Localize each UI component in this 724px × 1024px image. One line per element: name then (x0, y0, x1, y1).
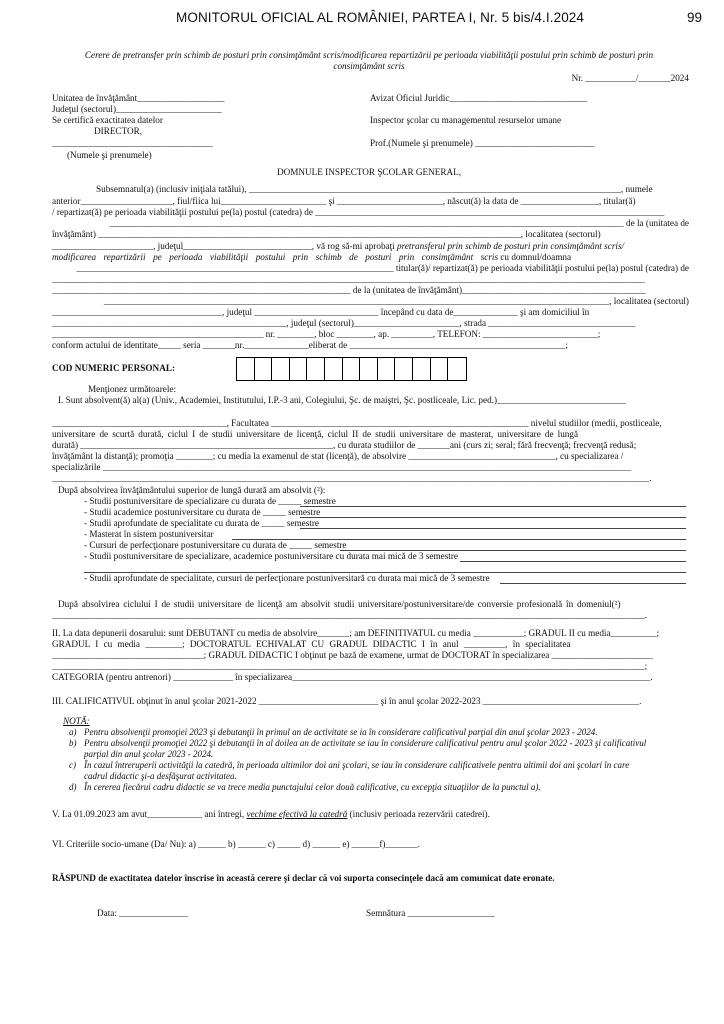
note-key: a) (69, 727, 77, 737)
note-c-continued: cadrul didactic şi-a desfăşurat activitatea. (84, 771, 237, 781)
post-study-item: - Studii academice postuniversitare cu durata de _____ semestre (84, 507, 321, 517)
note-c (69, 760, 689, 771)
school-unit-field: Unitatea de învăţământ___________________ (52, 93, 225, 103)
body-line-14: ______________________________________________ nr. ________, bloc ________, ap. _________, TELEFON: _________________________; (52, 329, 601, 339)
mention-label: Menţionez următoarele: (88, 384, 177, 394)
note-text: Pentru absolvenţii promoţiei 2022 şi debutanţii în al doilea an de activitate se iau în considerare calificativul pentru anul şcolar 2022 - 2023 şi calificativul (84, 738, 647, 748)
form-subject-line-2: consimţământ scris (333, 61, 405, 71)
post-study-item: - Studii aprofundate de specialitate, cursuri de perfecţionare postuniversitară cu durata mai mică de 3 semestre (84, 573, 490, 583)
note-b-continued: parţial din anul şcolar 2023 - 2024. (84, 749, 214, 759)
education-line-6: specializările ___________________________________________________________________________________________________________________ (52, 462, 632, 472)
education-line-3: universitare de scurtă durată, ciclul I de studii universitare de licenţă, ciclul II de studii universitare de masterat, universitare de lungă (52, 429, 579, 439)
post-study-item: - Studii postuniversitare de specializare cu durata de _____ semestre (84, 496, 336, 506)
section-5-seniority (52, 809, 490, 820)
cnp-digit-box[interactable] (290, 358, 308, 380)
salutation: DOMNULE INSPECTOR ŞCOLAR GENERAL, (276, 167, 462, 177)
cnp-digit-box[interactable] (343, 358, 361, 380)
seniority-emphasis: vechime efectivă la catedră (246, 809, 348, 819)
registration-number: Nr. ___________/_______2024 (571, 73, 689, 83)
date-field: Data: _______________ (97, 908, 189, 918)
post-studies-intro: După absolvirea învăţământului superior de lungă durată am absolvit (²): (58, 485, 326, 495)
section-2-line-3: _________________________________; GRADUL DIDACTIC I obţinut pe bază de examene, urmat de DOCTORAT în specializarea ______________________ (52, 650, 653, 660)
page-header (0, 10, 724, 30)
body-line-7-partner: cu domnul/doamna (500, 252, 572, 262)
cnp-digit-box[interactable] (413, 358, 431, 380)
note-a (69, 727, 689, 738)
body-line-12: _____________________________________, judeţul ___________________________ începând cu data de______________ şi am domiciliul în (52, 307, 590, 317)
cnp-digit-box[interactable] (378, 358, 396, 380)
note-text: Pentru absolvenţii promoţiei 2023 şi debutanţii în primul an de activitate se ia în considerare calificativul parţial din anul şcolar 2023 - 2024. (84, 727, 598, 737)
body-line-15: conform actului de identitate_____ seria _______nr.______________eliberat de _______________________________________________; (52, 340, 568, 350)
education-line-1: I. Sunt absolvent(ă) al(a) (Univ., Academiei, Institutului, I.P.-3 ani, Colegiului, Şc. de maiştri, Şc. postliceale, Lic. ped.)____________________________ (58, 395, 626, 405)
signature-field: Semnătura ___________________ (366, 908, 495, 918)
education-line-5: învăţământ la distanţă); promoţia ________; cu media la examenul de stat (licenţă), de absolvire ________________________________, cu specializarea / (52, 451, 624, 461)
cnp-digit-box[interactable] (272, 358, 290, 380)
body-line-2: anterior____________________, fiul/fiica lui_______________________ şi _______________________, născut(ă) la data de _________________, titular(ă) (52, 196, 636, 206)
cnp-digit-box[interactable] (237, 358, 255, 380)
body-line-13: ___________________________________________________, judeţul (sectorul)_______________________, strada ________________________________ (52, 318, 636, 328)
body-line-3: / repartizat(ă) pe perioada viabilităţii postului pe(la) postul (catedra) de ____________________________________________________________________________ (52, 207, 665, 217)
body-line-6-text: ______________________, judeţul____________________________, vă rog să-mi aprobaţi (52, 241, 395, 251)
note-text: În cazul întreruperii activităţii la catedră, în perioada ultimilor doi ani şcolari, se iau în considerare calificativele pentru ultimii doi ani şcolari în care (84, 760, 630, 770)
note-key: b) (69, 738, 77, 748)
director-signature-line: ___________________________________ (52, 138, 213, 148)
body-line-7 (52, 252, 689, 263)
fill-line (460, 561, 686, 562)
fill-line (300, 506, 686, 507)
section-2-line-4: _________________________________________________________________________________________________________________________________; (52, 661, 648, 671)
post-study-item: - Studii postuniversitare de specializare, academice postuniversitare cu durata mai mică de 3 semestre (84, 551, 458, 561)
body-line-7-request: modificarea repartizării pe perioada viabilităţii postului prin schimb de posturi prin consimţământ scris (52, 252, 499, 262)
body-line-10: _________________________________________________________________ de la (unitatea de învăţământ)________________________________________ (52, 285, 646, 295)
post-study-item: - Studii aprofundate de specialitate cu durata de _____ semestre (84, 518, 319, 528)
fill-line (232, 539, 686, 540)
county-field: Judeţul (sectorul)_______________________ (52, 104, 222, 114)
note-b (69, 738, 689, 749)
body-line-6-request: pretransferul prin schimb de posturi prin consimţământ scris/ (397, 241, 625, 251)
education-line-2: ______________________________________, Facultatea ________________________________________________________ nivelul studiilor (medii, postliceale, (52, 418, 662, 428)
body-line-4: ________________________________________________________________________________________________________________ de la (unitatea de (109, 218, 689, 228)
seniority-prefix: V. La 01.09.2023 am avut____________ ani întregi, (52, 809, 245, 819)
declaration: RĂSPUND de exactitatea datelor înscrise în această cerere şi declar că voi suporta consecinţele dacă am comunicat date eronate. (52, 873, 555, 883)
cnp-label: COD NUMERIC PERSONAL: (52, 363, 176, 373)
body-line-1: Subsemnatul(a) (inclusiv iniţiala tatălui), _________________________________________________________________________________, numele (96, 184, 653, 194)
note-key: d) (69, 782, 77, 792)
cnp-digit-box[interactable] (395, 358, 413, 380)
cnp-digit-box[interactable] (448, 358, 466, 380)
body-line-11: ______________________________________________________________________________________________________________, localitatea (sectorul) (103, 296, 689, 306)
section-2-line-1: II. La data depunerii dosarului: sunt DEBUTANT cu media de absolvire_______; am DEFINITIVATUL cu media ___________; GRADUL II cu media__________; (52, 628, 660, 638)
hr-inspector-label: Inspector şcolar cu managementul resurselor umane (370, 115, 562, 125)
section-3-qualifications: III. CALIFICATIVUL obţinut în anul şcolar 2021-2022 __________________________ şi în anul şcolar 2022-2023 __________________________________. (52, 696, 642, 706)
form-subject-line-1: Cerere de pretransfer prin schimb de posturi prin consimţământ scris/modificarea repartizării pe perioada viabilităţii postului prin schimb de posturi prin (84, 50, 654, 60)
section-2-line-2: GRADUL I cu media ________; DOCTORATUL ECHIVALAT CU GRADUL DIDACTIC I în anul _________, în specialitatea (52, 639, 571, 649)
gazette-title: MONITORUL OFICIAL AL ROMÂNIEI, PARTEA I, Nr. 5 bis/4.I.2024 (176, 10, 585, 25)
body-line-6 (52, 241, 624, 252)
body-line-9: _________________________________________________________________________________________________________________________________ (52, 274, 645, 284)
body-line-8: _____________________________________________________________________ titular(ă)/ repartizat(ă) pe perioada viabilităţii postului pe(la) postul (catedra) de (76, 263, 689, 273)
post-study-item: - Masterat în sistem postuniversitar (84, 529, 214, 539)
cnp-digit-box[interactable] (325, 358, 343, 380)
cnp-digit-box[interactable] (431, 358, 449, 380)
note-d (69, 782, 689, 793)
fill-line (340, 550, 686, 551)
education-line-4: durată) _______________________________________________________, cu durata studiilor de _______ani (curs zi; seral; fără frecvenţă; frecvenţă redusă; (52, 440, 637, 450)
certification-note: Se certifică exactitatea datelor (52, 115, 163, 125)
fill-line (500, 583, 686, 584)
cnp-digit-box[interactable] (307, 358, 325, 380)
cnp-digit-box[interactable] (255, 358, 273, 380)
post-study-item: - Cursuri de perfecţionare postuniversitare cu durata de _____ semestre (84, 540, 347, 550)
director-name-caption: (Numele şi prenumele) (67, 150, 152, 160)
fill-line (84, 572, 686, 573)
note-key: c) (69, 760, 76, 770)
seniority-suffix: (inclusiv perioada rezervării catedrei). (349, 809, 490, 819)
cnp-input-boxes[interactable] (236, 357, 467, 381)
inspector-name-field: Prof.(Numele şi prenumele) __________________________ (370, 138, 595, 148)
fill-line (300, 517, 686, 518)
fill-line (300, 528, 686, 529)
notes-title: NOTĂ: (63, 716, 90, 726)
director-label: DIRECTOR, (94, 126, 143, 136)
note-text: În cererea fiecărui cadru didactic se va trece media punctajului celor două calificative, cu excepţia situaţiilor de la punctul a). (84, 782, 541, 792)
page-number: 99 (686, 10, 702, 25)
conversion-studies-line-2: _________________________________________________________________________________________________________________________________. (52, 610, 647, 620)
conversion-studies-line-1: După absolvirea ciclului I de studii universitare de licenţă am absolvit studii universitare/postuniversitare/de conversie profesională în domeniul(²) (58, 599, 621, 609)
legal-approval-field: Avizat Oficiul Juridic______________________________ (370, 93, 588, 103)
body-line-5: învăţământ) ____________________________________________________________________________________________, localitatea (sectorul) (52, 229, 601, 239)
education-line-7: __________________________________________________________________________________________________________________________________. (52, 473, 652, 483)
cnp-digit-box[interactable] (360, 358, 378, 380)
section-6-social-criteria: VI. Criteriile socio-umane (Da/ Nu): a) ______ b) ______ c) _____ d) ______ e) ______f)_______. (52, 839, 420, 849)
section-2-line-5: CATEGORIA (pentru antrenori) _____________ în specializarea______________________________________________________________________________. (52, 672, 653, 682)
